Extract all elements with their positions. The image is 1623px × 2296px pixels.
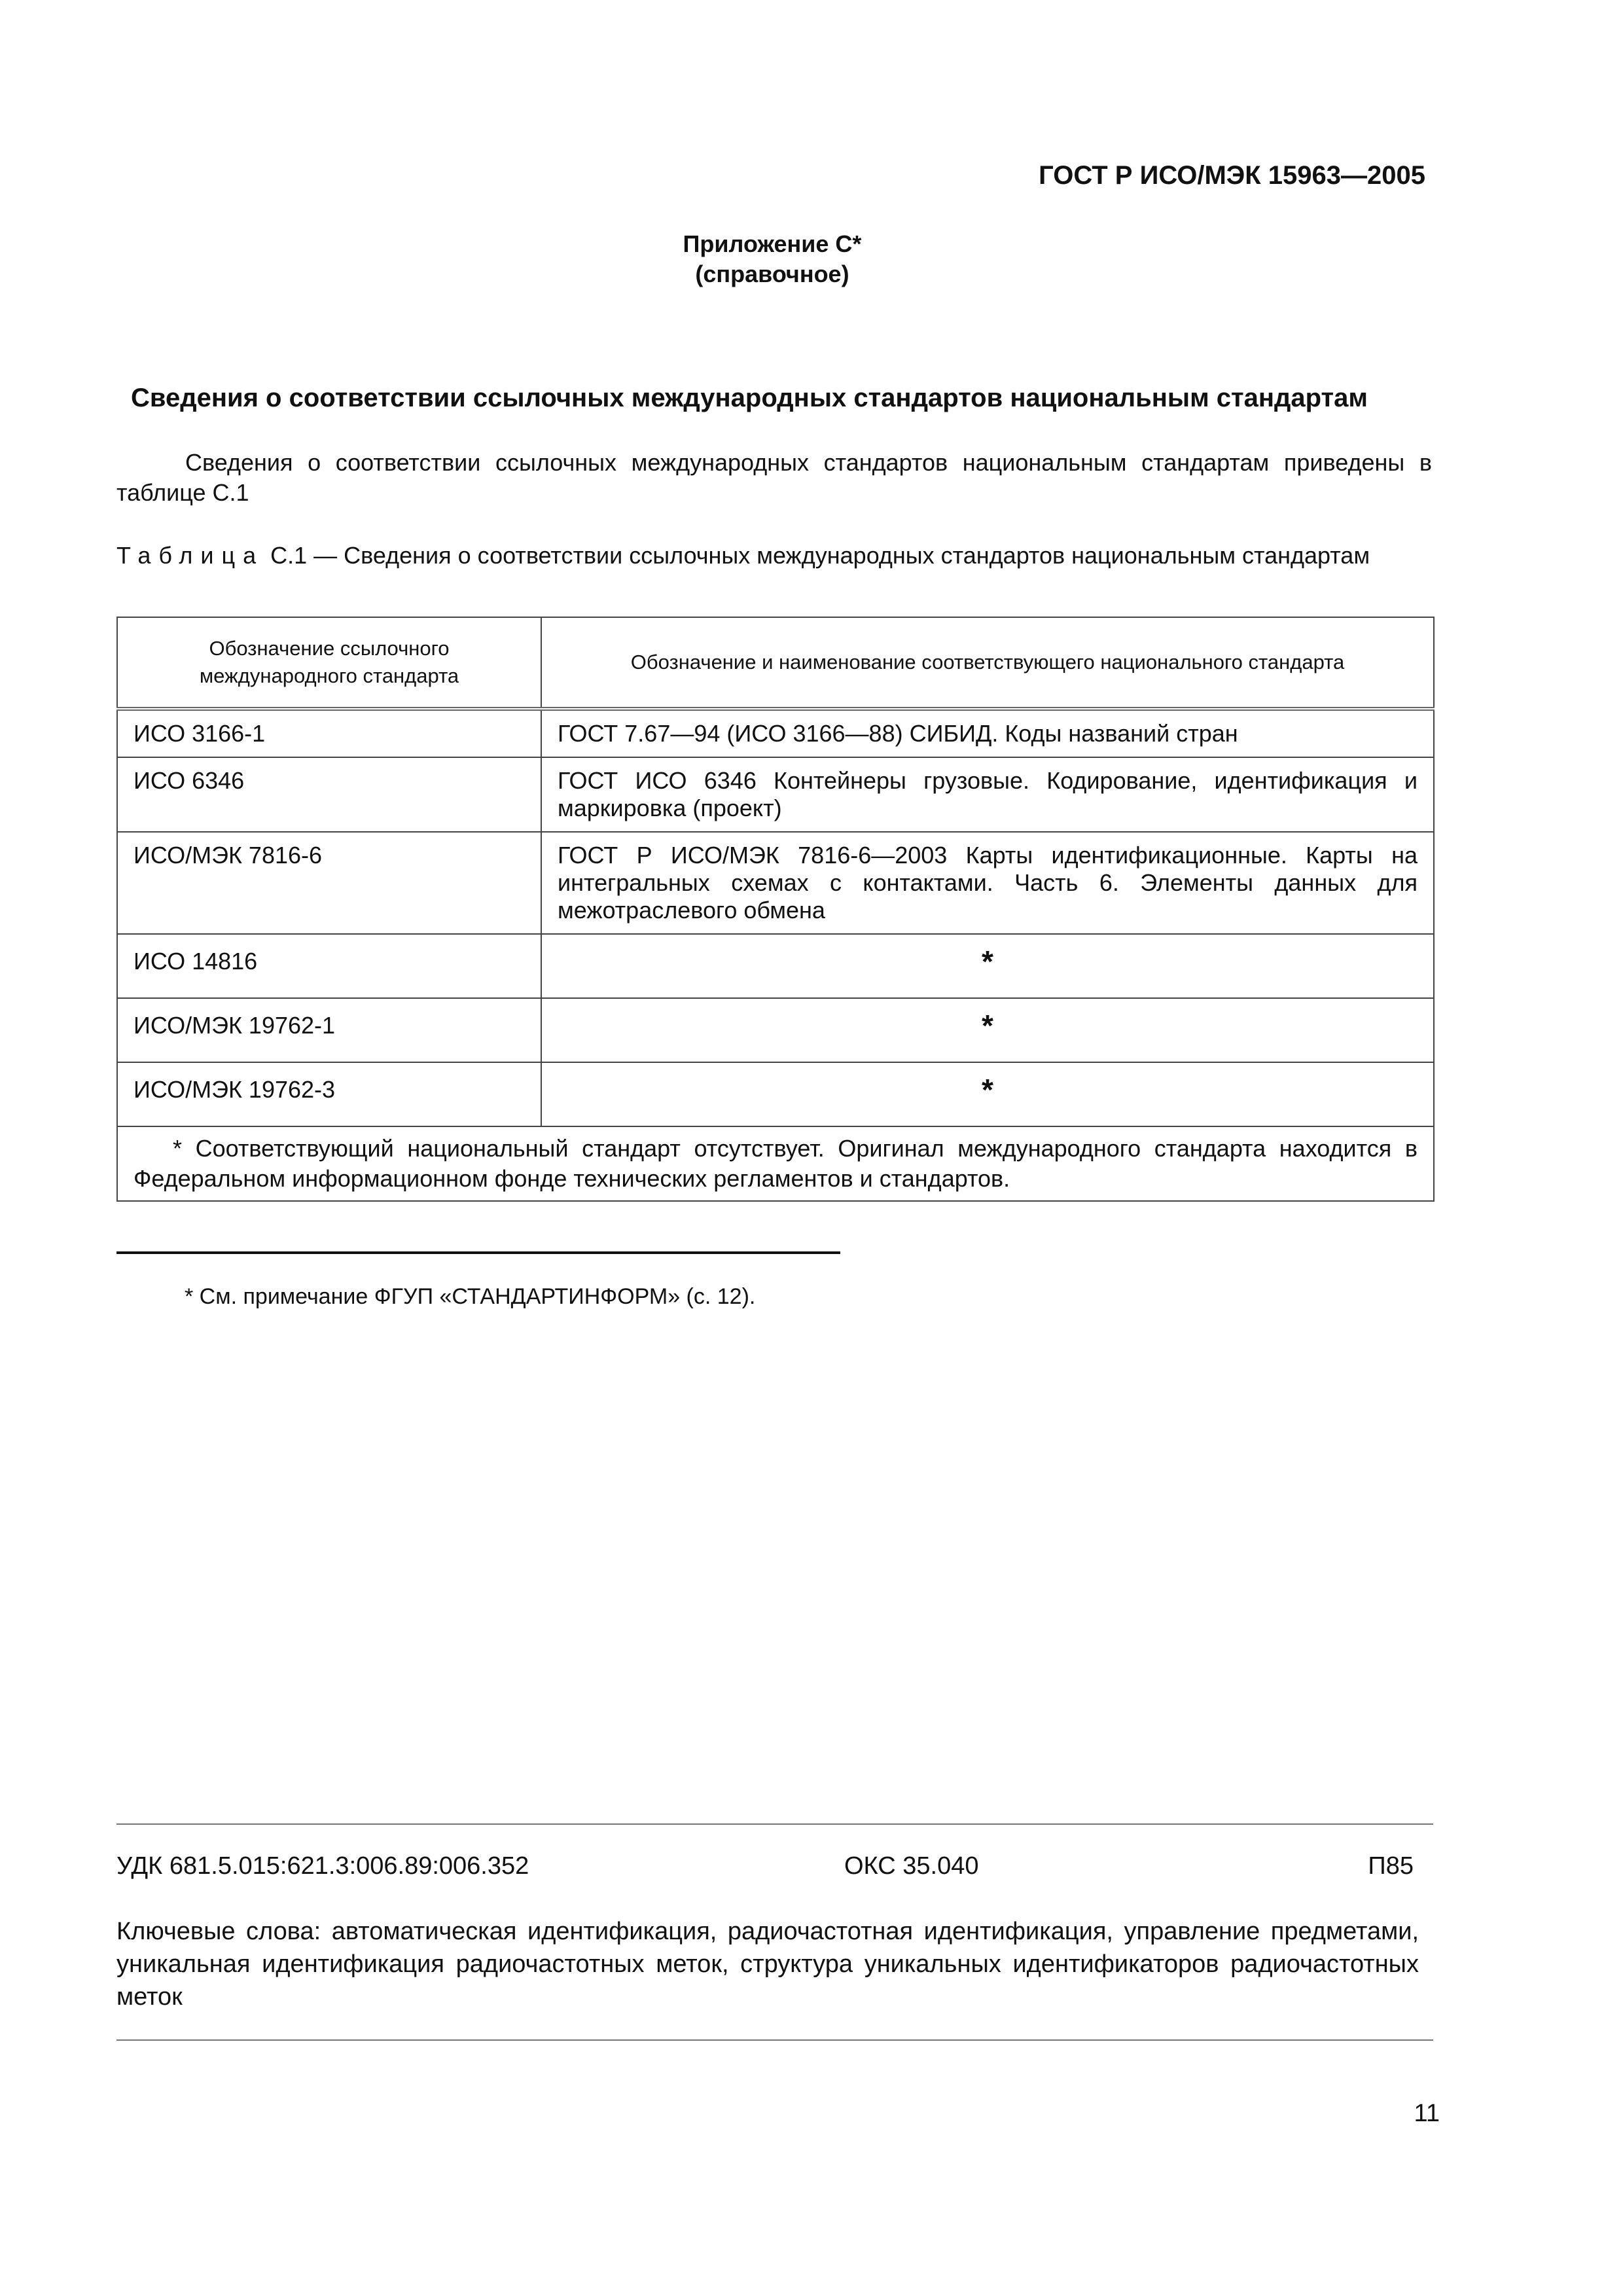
section-title: Сведения о соответствии ссылочных международных стандартов национальным стандартам [131, 384, 1368, 412]
table-header-row [117, 617, 1434, 709]
standards-table [116, 617, 1435, 1202]
cell-intl: ИСО/МЭК 19762-3 [117, 1062, 541, 1126]
keywords: Ключевые слова: автоматическая идентификация, радиочастотная идентификация, управление предметами, уникальная идентификация радиочастотных меток, структура уникальных идентификаторов радиочастотных меток [116, 1918, 1419, 2011]
header-national-standard: Обозначение и наименование соответствующего национального стандарта [541, 617, 1434, 709]
table-caption-prefix: Таблица [116, 542, 264, 569]
table-caption-text: С.1 — Сведения о соответствии ссылочных международных стандартов национальным стандартам [264, 542, 1370, 569]
table-row [117, 757, 1434, 832]
appendix-title: Приложение С* [683, 230, 862, 257]
intro-paragraph: Сведения о соответствии ссылочных международных стандартов национальным стандартам приведены в таблице С.1 [116, 449, 1432, 506]
cell-intl: ИСО 14816 [117, 934, 541, 998]
page-number: 11 [1414, 2100, 1440, 2127]
header-intl-standard: Обозначение ссылочного международного стандарта [117, 617, 541, 709]
table-caption [116, 541, 1432, 571]
meta-divider-bottom [116, 2039, 1433, 2041]
appendix-type: (справочное) [695, 260, 849, 287]
table-note-row [117, 1126, 1434, 1201]
cell-intl: ИСО/МЭК 7816-6 [117, 832, 541, 934]
group-code: П85 [1368, 1852, 1414, 1880]
table-row [117, 998, 1434, 1062]
table-row [117, 1062, 1434, 1126]
footnote: * См. примечание ФГУП «СТАНДАРТИНФОРМ» (с. 12). [185, 1284, 756, 1309]
cell-national: ГОСТ Р ИСО/МЭК 7816-6—2003 Карты идентификационные. Карты на интегральных схемах с контактами. Часть 6. Элементы данных для межотраслевого обмена [541, 832, 1434, 934]
cell-national: ГОСТ ИСО 6346 Контейнеры грузовые. Кодирование, идентификация и маркировка (проект) [541, 757, 1434, 832]
table-row [117, 709, 1434, 757]
cell-intl: ИСО 3166-1 [117, 709, 541, 757]
table-row [117, 934, 1434, 998]
udc-code: УДК 681.5.015:621.3:006.89:006.352 [116, 1852, 529, 1880]
footnote-divider [116, 1251, 840, 1254]
oks-code: ОКС 35.040 [844, 1852, 979, 1880]
table-row [117, 832, 1434, 934]
cell-national-absent: * [541, 1062, 1434, 1126]
table-note-text: * Соответствующий национальный стандарт отсутствует. Оригинал международного стандарта находится в Федеральном информационном фонде технических регламентов и стандартов. [134, 1135, 1418, 1192]
cell-national-absent: * [541, 998, 1434, 1062]
cell-intl: ИСО 6346 [117, 757, 541, 832]
table-note [117, 1126, 1434, 1201]
cell-national-absent: * [541, 934, 1434, 998]
cell-intl: ИСО/МЭК 19762-1 [117, 998, 541, 1062]
meta-divider-top [116, 1823, 1433, 1825]
cell-national: ГОСТ 7.67—94 (ИСО 3166—88) СИБИД. Коды названий стран [541, 709, 1434, 757]
document-code: ГОСТ Р ИСО/МЭК 15963—2005 [1039, 161, 1425, 190]
